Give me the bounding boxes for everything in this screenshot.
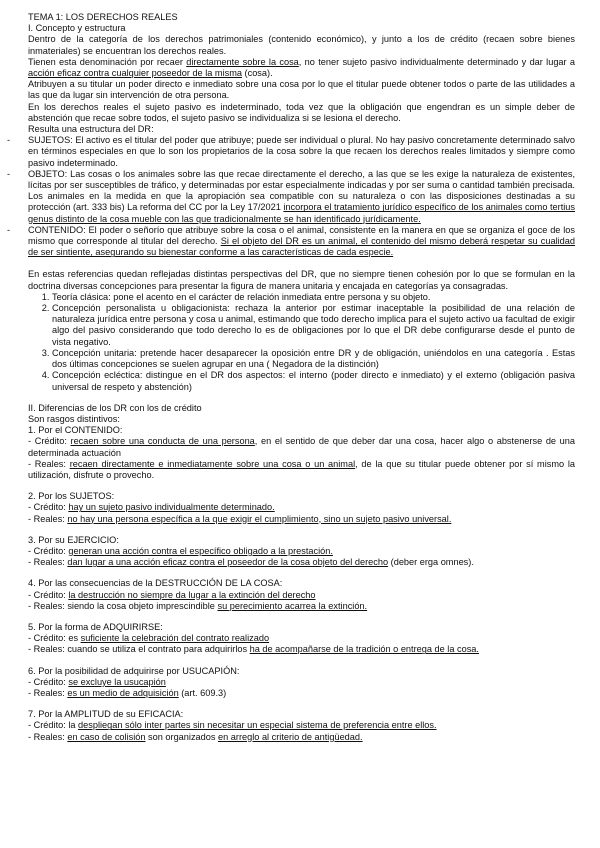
bullet-marker: - bbox=[7, 135, 11, 146]
block-heading: 1. Por el CONTENIDO: bbox=[28, 425, 123, 436]
text-run: - Crédito: bbox=[28, 436, 71, 447]
reales-line bbox=[28, 732, 575, 743]
text-run: - Reales: bbox=[28, 458, 70, 469]
block-heading: 3. Por su EJERCICIO: bbox=[28, 534, 119, 545]
underlined-text: es un medio de adquisición bbox=[67, 687, 179, 698]
bullet-marker: - bbox=[7, 168, 11, 179]
underlined-text: generan una acción contra el específico obligado a la prestación. bbox=[68, 545, 333, 556]
difference-block bbox=[28, 622, 575, 656]
conceptions-list bbox=[28, 292, 575, 393]
list-item: 2. Concepción personalista u obligacionista: rechaza la anterior por estimar inaceptable la posibilidad de una relación de naturaleza jurídica entre persona y cosa u animal, estimando que todo derecho implica para el sujeto activo ua facultad de exigir algo del pasivo considerando que todo derecho lo es de obligaciones por lo que el DR debe configurarse desde el punto de vista negativo. bbox=[52, 303, 575, 348]
underlined-text: incorpora el tratamiento jurídico específico de los animales como tertius genus distinto de la cosa mueble con las que tradicionalmente se han identificado jurídicamente. bbox=[28, 202, 576, 224]
text-run: (art. 609.3) bbox=[178, 687, 227, 698]
underlined-text: en arreglo al criterio de antigüedad. bbox=[218, 731, 363, 742]
difference-block bbox=[28, 491, 575, 525]
text-run: Tienen esta denominación por recaer bbox=[28, 56, 187, 67]
paragraph: Atribuyen a su titular un poder directo e inmediato sobre una cosa por lo que el titular puede obtener todos o parte de las utilidades a las que da lugar sin intervención de otra persona. bbox=[28, 79, 575, 101]
block-heading: 2. Por los SUJETOS: bbox=[28, 491, 115, 502]
reales-line bbox=[28, 601, 575, 612]
text-run: - Reales: bbox=[28, 687, 68, 698]
reales-line bbox=[28, 514, 575, 525]
credito-line bbox=[28, 436, 575, 458]
reales-line bbox=[28, 644, 575, 655]
credito-line bbox=[28, 546, 575, 557]
underlined-text: recaen sobre una conducta de una persona bbox=[70, 436, 255, 447]
paragraph: En estas referencias quedan reflejadas distintas perspectivas del DR, que no siempre tienen cohesión por lo que se formulan en la doctrina diversas concepciones para presentar la figura de manera unitaria y encajada en categorías ya consagradas. bbox=[28, 269, 575, 291]
bullet-text: OBJETO: Las cosas o los animales sobre las que recae directamente el derecho, a las que se les exige la naturaleza de existentes, lícitas por ser susceptibles de tráfico, y determinadas por estar especialmente indicadas y por ser suma o cantidad también precisada. Los animales en la medida en que la apropiación sea compatible con su naturaleza o con las disposiciones destinadas a su protección (art. 333 bis) La reforma del CC por la Ley 17/2021 bbox=[28, 168, 575, 213]
text-run: - Reales: siendo la cosa objeto imprescindible bbox=[28, 600, 218, 611]
reales-line bbox=[28, 459, 575, 481]
difference-block bbox=[28, 666, 575, 700]
block-heading: 5. Por la forma de ADQUIRIRSE: bbox=[28, 621, 163, 632]
list-item: 3. Concepción unitaria: pretende hacer desaparecer la oposición entre DR y de obligación, uniéndolos en una categoría . Estas dos últimas concepciones se suelen agrupar en una ( Negadora de la distinción) bbox=[52, 348, 575, 370]
text-run: (cosa). bbox=[241, 68, 273, 79]
section2-heading: II. Diferencias de los DR con los de crédito bbox=[28, 402, 202, 413]
text-run: - Crédito: bbox=[28, 545, 69, 556]
underlined-text: su perecimiento acarrea la extinción. bbox=[217, 600, 368, 611]
text-run: - Crédito: es bbox=[28, 633, 81, 644]
credito-line bbox=[28, 502, 575, 513]
text-run: son organizados bbox=[145, 731, 219, 742]
text-run: , no tener sujeto pasivo individualmente determinado y dar lugar a bbox=[298, 56, 576, 67]
text-run: , de la que su titular puede obtener por sí mismo la utilización, disfrute o provecho. bbox=[28, 458, 575, 480]
underlined-text: Si el objeto del DR es un animal, el contenido del mismo deberá respetar su cualidad de ser sintiente, asegurando su bienestar conforme a las características de cada especie. bbox=[28, 236, 575, 258]
text-run: - Crédito: la bbox=[28, 720, 79, 731]
spacer bbox=[28, 258, 575, 269]
paragraph bbox=[28, 57, 575, 79]
underlined-text: la destrucción no siempre da lugar a la extinción del derecho bbox=[68, 589, 316, 600]
bullet-item-contenido bbox=[7, 224, 575, 259]
text-run: - Reales: bbox=[28, 731, 68, 742]
underlined-text: en caso de colisión bbox=[67, 731, 146, 742]
credito-line bbox=[28, 720, 575, 731]
list-item: 1. Teoría clásica: pone el acento en el carácter de relación inmediata entre persona y su objeto. bbox=[52, 292, 575, 303]
underlined-text: no hay una persona específica a la que exigir el cumplimiento, sino un sujeto pasivo universal. bbox=[67, 513, 452, 524]
text-run: (deber erga omnes). bbox=[388, 557, 474, 568]
list-item: 4. Concepción ecléctica: distingue en el DR dos aspectos: el interno (poder directo e inmediato) y el externo (obligación pasiva universal de respeto y abstención) bbox=[52, 370, 575, 392]
underlined-text: hay un sujeto pasivo individualmente determinado. bbox=[68, 502, 275, 513]
document-title: TEMA 1: LOS DERECHOS REALES bbox=[28, 12, 178, 22]
difference-block bbox=[28, 578, 575, 612]
reales-line bbox=[28, 688, 575, 699]
difference-block bbox=[28, 535, 575, 569]
text-run: - Crédito: bbox=[28, 589, 69, 600]
underlined-text: suficiente la celebración del contrato realizado bbox=[80, 633, 270, 644]
text-run: - Crédito: bbox=[28, 502, 69, 513]
underlined-text: acción eficaz contra cualquier poseedor de la misma bbox=[28, 68, 242, 79]
section2 bbox=[28, 403, 575, 743]
credito-line bbox=[28, 677, 575, 688]
block-heading: 6. Por la posibilidad de adquirirse por USUCAPIÓN: bbox=[28, 665, 240, 676]
paragraph: Dentro de la categoría de los derechos patrimoniales (contenido económico), y junto a los de crédito (recaen sobre bienes inmateriales) se encuentran los derechos reales. bbox=[28, 34, 575, 56]
text-run: - Crédito: bbox=[28, 676, 69, 687]
bullet-text: CONTENIDO: El poder o señorío que atribuye sobre la cosa o el animal, consistente en la manera en que se organiza el goce de los mismo que corresponde al titular del derecho. bbox=[28, 224, 575, 247]
section1-heading: I. Concepto y estructura bbox=[28, 23, 126, 34]
credito-line bbox=[28, 590, 575, 601]
text-run: - Reales: cuando se utiliza el contrato para adquirirlos bbox=[28, 644, 250, 655]
bullet-item-sujetos bbox=[7, 135, 575, 169]
block-heading: 7. Por la AMPLITUD de su EFICACIA: bbox=[28, 709, 184, 720]
reales-line bbox=[28, 557, 575, 568]
text-run: - Reales: bbox=[28, 513, 68, 524]
underlined-text: dan lugar a una acción eficaz contra el poseedor de la cosa objeto del derecho bbox=[67, 557, 389, 568]
underlined-text: se excluye la usucapión bbox=[68, 676, 166, 687]
section2-intro: Son rasgos distintivos: bbox=[28, 413, 120, 424]
document-content bbox=[7, 12, 576, 743]
underlined-text: directamente sobre la cosa bbox=[186, 56, 299, 67]
underlined-text: recaen directamente e inmediatamente sobre una cosa o un animal bbox=[69, 458, 356, 469]
underlined-text: ha de acompañarse de la tradición o entrega de la cosa. bbox=[249, 644, 479, 655]
text-run: , en el sentido de que deber dar una cosa, hacer algo o abstenerse de una determinada actuación bbox=[28, 436, 575, 458]
difference-block bbox=[28, 425, 575, 481]
difference-block bbox=[28, 709, 575, 743]
bullet-text: SUJETOS: El activo es el titular del poder que atribuye; puede ser individual o plural. No hay pasivo concretamente determinado salvo en términos especiales en que lo son los propietarios de la cosa sobre la que recaen los derechos reales limitados y siempre como pasivo indeterminado. bbox=[28, 135, 575, 168]
underlined-text: despliegan sólo inter partes sin necesitar un especial sistema de preferencia entre ellos. bbox=[78, 720, 437, 731]
paragraph: En los derechos reales el sujeto pasivo es indeterminado, toda vez que la obligación que engendran es un simple deber de abstención que recae sobre todos, el sujeto pasivo se individualiza si se lesiona el derecho. bbox=[28, 101, 575, 123]
block-heading: 4. Por las consecuencias de la DESTRUCCIÓN DE LA COSA: bbox=[28, 578, 283, 589]
bullet-item-objeto bbox=[7, 168, 576, 225]
text-run: - Reales: bbox=[28, 557, 68, 568]
bullet-marker: - bbox=[7, 224, 11, 235]
paragraph: Resulta una estructura del DR: bbox=[28, 124, 154, 135]
credito-line bbox=[28, 633, 575, 644]
